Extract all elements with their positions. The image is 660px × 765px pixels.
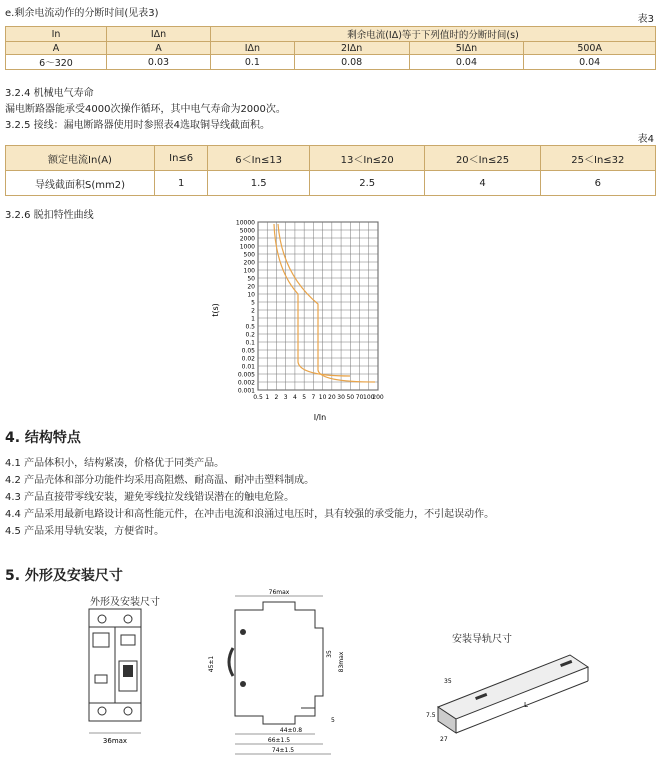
t3-h-in: In xyxy=(6,27,107,42)
curve-ytick: 0.1 xyxy=(245,339,255,347)
t3-sub: 5IΔn xyxy=(409,42,524,55)
fig2-dim: 66±1.5 xyxy=(267,737,291,744)
curve-ytick: 2000 xyxy=(239,235,255,243)
curve-xtick: 5 xyxy=(302,394,307,401)
curve-ytick-labels xyxy=(236,220,255,395)
curve-upper-bound xyxy=(278,224,375,382)
t3-h-idn: IΔn xyxy=(107,27,211,42)
fig1-dim: 36max xyxy=(102,737,128,745)
curve-ytick: 100 xyxy=(243,267,255,275)
fig2-dim: 76max xyxy=(268,589,290,596)
curve-ytick: 50 xyxy=(247,275,255,283)
fig2-dim: 5 xyxy=(331,717,335,724)
t4-h: In≤6 xyxy=(155,146,208,171)
curve-ytick: 0.2 xyxy=(245,331,255,339)
curve-ytick: 5 xyxy=(251,299,255,307)
curve-xtick: 70 xyxy=(355,394,364,401)
curve-xtick: 50 xyxy=(346,394,355,401)
sec4-title: 4. 结构特点 xyxy=(5,430,81,446)
curve-xtick: 4 xyxy=(293,394,297,401)
curve-ytick: 0.01 xyxy=(241,363,255,371)
curve-xtick: 10 xyxy=(318,394,327,401)
curve-ytick: 10 xyxy=(247,291,255,299)
t3-cell: 6～320 xyxy=(6,55,107,70)
curve-ytick: 5000 xyxy=(239,227,255,235)
t3-cell: 0.03 xyxy=(107,55,211,70)
table4-tag: 表4 xyxy=(637,134,654,145)
curve-ytick: 0.05 xyxy=(241,347,255,355)
curve-ytick: 0.001 xyxy=(237,387,255,395)
curve-xtick: 200 xyxy=(372,394,384,401)
t3-h-in-unit: A xyxy=(6,42,107,55)
side-view-drawing xyxy=(205,588,355,760)
t3-cell: 0.08 xyxy=(294,55,409,70)
s324-title: 3.2.4 机械电气寿命 xyxy=(5,88,94,99)
curve-xtick: 20 xyxy=(328,394,336,401)
curve-ytick: 1 xyxy=(251,315,255,323)
fig2-dim: 83max xyxy=(338,651,345,673)
t4-h: 额定电流In(A) xyxy=(6,146,155,171)
curve-ylabel: t(s) xyxy=(211,303,220,317)
t4-h: 13＜In≤20 xyxy=(310,146,425,171)
fig3-caption: 安装导轨尺寸 xyxy=(452,634,512,645)
curve-ytick: 0.005 xyxy=(237,371,255,379)
curve-ytick: 500 xyxy=(243,251,255,259)
s324-text: 漏电断路器能承受4000次操作循环，其中电气寿命为2000次。 xyxy=(5,104,286,115)
front-view-drawing xyxy=(85,605,155,755)
din-rail-drawing xyxy=(420,645,600,745)
sec4-item: 4.1 产品体积小，结构紧凑，价格优于同类产品。 xyxy=(5,458,225,469)
t3-cell: 0.1 xyxy=(211,55,295,70)
curve-xlabel: I/In xyxy=(313,413,327,422)
sec5-title: 5. 外形及安装尺寸 xyxy=(5,568,123,584)
trip-curve xyxy=(200,212,400,422)
t3-h-span: 剩余电流(IΔ)等于下列值时的分断时间(s) xyxy=(211,27,656,42)
fig1-caption: 外形及安装尺寸 xyxy=(90,597,160,608)
table4 xyxy=(5,145,656,196)
sec4-item: 4.4 产品采用最新电路设计和高性能元件，在冲击电流和浪涌过电压时，具有较强的承受能力，不引起误动作。 xyxy=(5,509,495,520)
t4-h: 6＜In≤13 xyxy=(208,146,310,171)
sec4-item: 4.2 产品壳体和部分功能件均采用高阻燃、耐高温、耐冲击塑料制成。 xyxy=(5,475,315,486)
curve-ytick: 0.5 xyxy=(245,323,255,331)
t4-cell: 4 xyxy=(425,171,540,196)
curve-lower-bound xyxy=(274,224,350,376)
curve-xtick: 7 xyxy=(311,394,316,401)
curve-ytick: 10000 xyxy=(235,219,255,227)
t3-h-idn-unit: A xyxy=(107,42,211,55)
sec4-item: 4.3 产品直接带零线安装，避免零线拉发线错误潜在的触电危险。 xyxy=(5,492,295,503)
curve-xtick: 2 xyxy=(274,394,279,401)
fig3-dim: 7.5 xyxy=(426,712,436,719)
curve-xtick: 0.5 xyxy=(253,394,263,401)
t3-cell: 0.04 xyxy=(524,55,656,70)
t4-h: 25＜In≤32 xyxy=(540,146,655,171)
t4-cell: 6 xyxy=(540,171,655,196)
table3 xyxy=(5,26,656,70)
curve-ytick: 0.002 xyxy=(237,379,255,387)
fig3-dim: 35 xyxy=(444,678,452,685)
table3-caption: e.剩余电流动作的分断时间(见表3) xyxy=(5,8,159,19)
s325-text: 3.2.5 接线：漏电断路器使用时参照表4选取铜导线截面积。 xyxy=(5,120,270,131)
t4-cell: 1.5 xyxy=(208,171,310,196)
fig2-dim: 44±0.8 xyxy=(279,727,303,734)
fig2-dim: 45±1 xyxy=(208,655,215,673)
table3-tag: 表3 xyxy=(637,14,654,25)
curve-ytick: 0.02 xyxy=(241,355,255,363)
fig3-dim: L xyxy=(524,701,528,709)
curve-xtick: 3 xyxy=(283,394,288,401)
t3-sub: 2IΔn xyxy=(294,42,409,55)
t4-h: 20＜In≤25 xyxy=(425,146,540,171)
t4-cell: 1 xyxy=(155,171,208,196)
t3-sub: 500A xyxy=(524,42,656,55)
curve-ytick: 20 xyxy=(247,283,255,291)
t3-cell: 0.04 xyxy=(409,55,524,70)
curve-ytick: 1000 xyxy=(239,243,255,251)
fig2-dim: 35 xyxy=(326,650,333,658)
curve-xtick: 1 xyxy=(265,394,270,401)
sec4-item: 4.5 产品采用导轨安装，方便省时。 xyxy=(5,526,165,537)
t4-cell: 2.5 xyxy=(310,171,425,196)
fig2-dim: 74±1.5 xyxy=(271,747,295,754)
fig3-dim: 27 xyxy=(440,736,448,743)
curve-xtick-labels xyxy=(253,394,384,401)
s326-title: 3.2.6 脱扣特性曲线 xyxy=(5,210,94,221)
curve-ytick: 2 xyxy=(251,307,255,315)
t4-cell: 导线截面积S(mm2) xyxy=(6,171,155,196)
t3-sub: IΔn xyxy=(211,42,295,55)
curve-xtick: 100 xyxy=(363,394,375,401)
curve-ytick: 200 xyxy=(243,259,255,267)
curve-xtick: 30 xyxy=(337,394,345,401)
